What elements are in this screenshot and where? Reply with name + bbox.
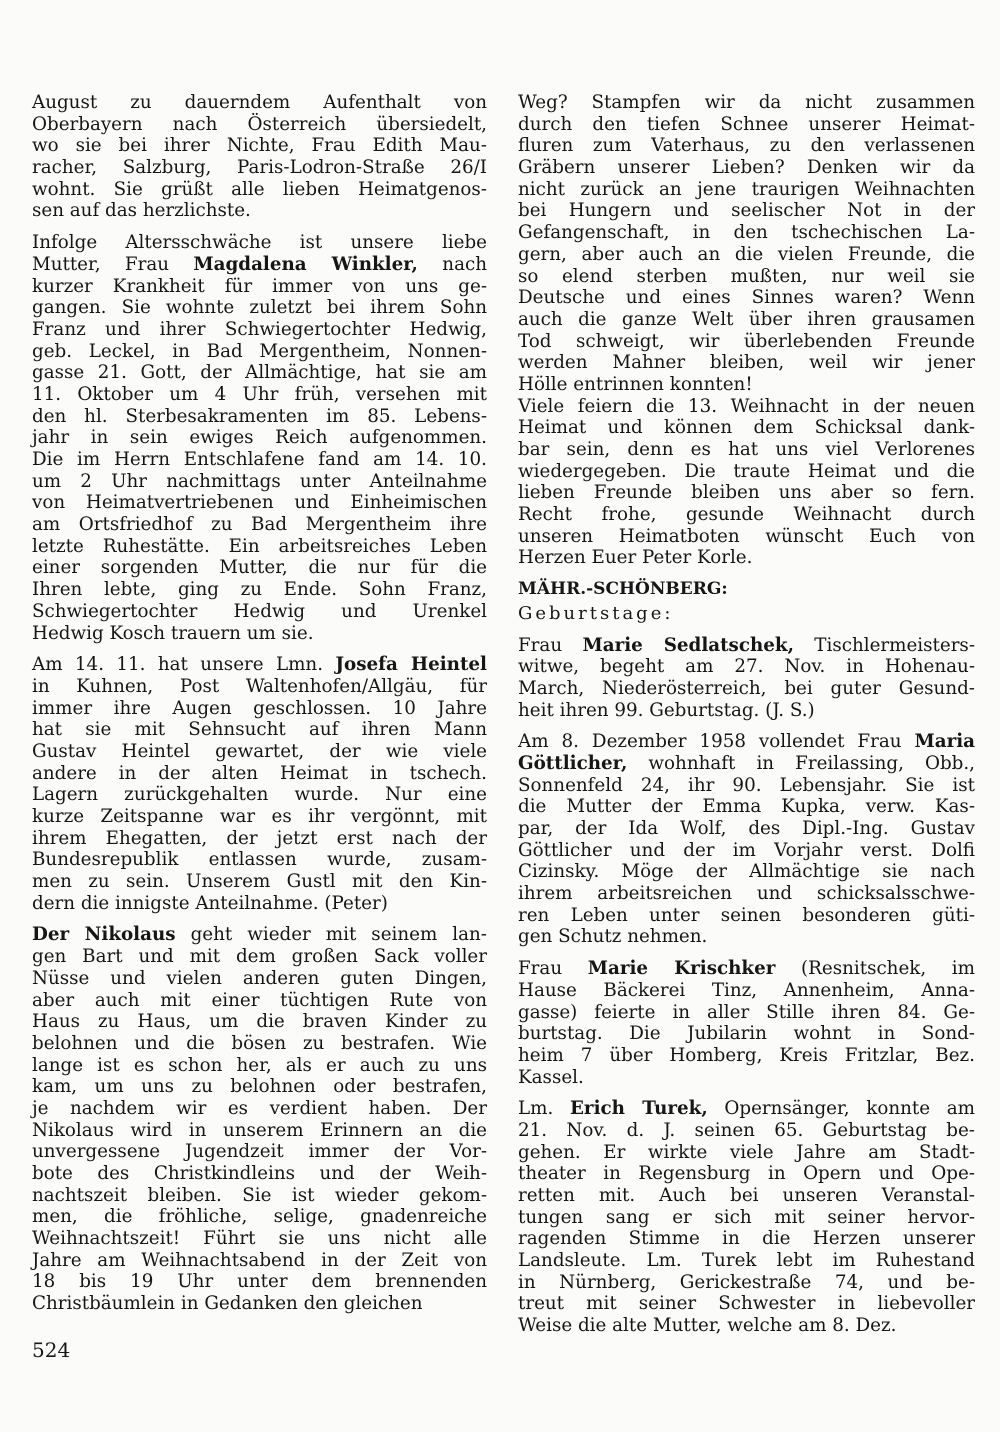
text-line — [32, 200, 487, 222]
text-line — [518, 1272, 975, 1294]
text-line — [32, 557, 487, 579]
text-line — [518, 1142, 975, 1164]
text-segment: Lagern zurückgehalten wurde. Nur eine — [32, 784, 487, 806]
text-line — [518, 331, 975, 353]
text-segment: Cizinsky. Möge der Allmächtige sie nach — [518, 861, 975, 883]
text-segment: heim 7 über Homberg, Kreis Fritzlar, Bez. — [518, 1044, 975, 1066]
text-line — [518, 753, 975, 775]
text-line — [32, 623, 487, 645]
text-line — [32, 341, 487, 363]
text-segment: in Kuhnen, Post Waltenhofen/Allgäu, für — [32, 675, 487, 697]
text-line — [518, 222, 975, 244]
text-line — [32, 946, 487, 968]
text-line — [518, 439, 975, 461]
text-line — [32, 1293, 487, 1315]
text-line — [32, 492, 487, 514]
text-line — [518, 958, 975, 980]
paragraph — [518, 396, 975, 570]
text-segment: Gefangenschaft, in den tschechischen La- — [518, 222, 975, 244]
paragraph — [518, 635, 975, 722]
text-line — [32, 1033, 487, 1055]
text-segment: andere in der alten Heimat in tschech. — [32, 762, 487, 784]
paragraph — [32, 924, 487, 1314]
text-segment: bote des Christkindleins und der Weih- — [32, 1163, 487, 1184]
text-line — [32, 579, 487, 601]
text-line — [518, 905, 975, 927]
text-segment: Schwiegertochter Hedwig und Urenkel — [32, 600, 487, 622]
text-line — [518, 526, 975, 548]
text-segment: Franz und ihrer Schwiegertochter Hedwig, — [32, 318, 487, 340]
section-heading: MÄHR.-SCHÖNBERG: — [518, 579, 728, 600]
paragraph — [32, 654, 487, 914]
text-line — [32, 471, 487, 493]
text-line — [32, 1250, 487, 1272]
text-line — [518, 92, 975, 114]
text-line — [518, 731, 975, 753]
text-segment: Gustav Heintel gewartet, der wie viele — [32, 740, 487, 762]
text-line — [32, 1141, 487, 1163]
text-line — [32, 254, 487, 276]
text-segment: Infolge Altersschwäche ist unsere liebe — [32, 232, 487, 254]
text-line — [32, 406, 487, 428]
paragraph — [518, 1098, 975, 1337]
text-line — [518, 417, 975, 439]
text-segment: Oberbayern nach Österreich übersiedelt, — [32, 113, 487, 135]
text-line — [32, 763, 487, 785]
text-line — [518, 179, 975, 201]
text-segment: men, die fröhliche, selige, gnadenreiche — [32, 1206, 487, 1228]
text-line — [518, 287, 975, 309]
text-segment: 21. Nov. d. J. seinen 65. Geburtstag be- — [518, 1119, 975, 1141]
text-line — [518, 840, 975, 862]
text-line — [32, 1206, 487, 1228]
text-segment: den hl. Sterbesakramenten im 85. Lebens- — [32, 405, 487, 427]
text-line — [32, 741, 487, 763]
bold-name: Göttlicher, — [518, 752, 628, 774]
text-line — [518, 1098, 975, 1120]
text-line — [32, 698, 487, 720]
text-segment: ren Leben unter seinen besonderen güti- — [518, 904, 975, 926]
text-line — [518, 1163, 975, 1185]
text-line — [32, 1271, 487, 1293]
bold-name: Marie Krischker — [587, 958, 776, 980]
text-segment: wohnhaft in Freilassing, Obb., — [627, 752, 975, 774]
text-segment: Nikolaus wird in unserem Erinnern an die — [32, 1119, 487, 1141]
text-segment: gern, aber auch an die vielen Freunde, die — [518, 243, 975, 265]
text-line — [518, 678, 975, 700]
paragraph — [32, 92, 487, 222]
text-line — [518, 1228, 975, 1250]
text-segment: am Ortsfriedhof zu Bad Mergentheim ihre — [32, 514, 487, 536]
text-segment: wohnt. Sie grüßt alle lieben Heimatgenos- — [32, 178, 487, 200]
text-segment: aber auch mit einer tüchtigen Rute von — [32, 989, 487, 1011]
bold-name: Josefa Heintel — [335, 654, 487, 676]
text-line — [518, 1207, 975, 1229]
text-line — [32, 114, 487, 136]
text-line — [32, 676, 487, 698]
text-line — [32, 601, 487, 623]
text-segment: 18 bis 19 Uhr unter dem brennenden — [32, 1271, 487, 1293]
text-line — [518, 244, 975, 266]
text-segment: Am 8. Dezember 1958 vollendet Frau — [518, 731, 915, 753]
text-segment: wiedergegeben. Die traute Heimat und die — [518, 460, 975, 482]
text-segment: Heimat und können dem Schicksal dank- — [518, 417, 975, 439]
text-line — [518, 266, 975, 288]
text-segment: wo sie bei ihrer Nichte, Frau Edith Mau- — [32, 135, 487, 157]
text-line — [32, 157, 487, 179]
text-line — [518, 135, 975, 157]
text-line — [518, 883, 975, 905]
text-segment: ragenden Stimme in die Herzen unserer — [518, 1228, 975, 1250]
text-line — [518, 1250, 975, 1272]
text-segment: Weg? Stampfen wir da nicht zusammen — [518, 92, 975, 113]
text-segment: Frau — [518, 958, 588, 980]
text-line — [32, 968, 487, 990]
text-line — [32, 806, 487, 828]
text-segment: bar sein, denn es hat uns viel Verlorenes — [518, 439, 975, 460]
text-segment: jahr in sein ewiges Reich aufgenommen. — [32, 427, 487, 449]
text-segment: geb. Leckel, in Bad Mergentheim, Nonnen- — [32, 340, 487, 362]
text-segment: letzte Ruhestätte. Ein arbeitsreiches Leben — [32, 535, 487, 557]
text-line — [32, 1011, 487, 1033]
text-segment: Lm. — [518, 1098, 570, 1120]
text-segment: Haus zu Haus, um die braven Kinder zu — [32, 1011, 487, 1033]
text-line — [32, 849, 487, 871]
paragraph — [32, 232, 487, 644]
text-line — [32, 514, 487, 536]
text-line — [32, 784, 487, 806]
text-line — [32, 719, 487, 741]
text-line — [518, 482, 975, 504]
text-line — [518, 796, 975, 818]
text-segment: unseren Heimatboten wünscht Euch von — [518, 525, 975, 547]
text-line — [518, 352, 975, 374]
text-line — [518, 818, 975, 840]
text-segment: Opernsänger, konnte am — [707, 1098, 975, 1120]
text-segment: gen Bart und mit dem großen Sack voller — [32, 946, 487, 968]
text-line — [518, 114, 975, 136]
text-line — [32, 1163, 487, 1185]
text-segment: von Heimatvertriebenen und Einheimischen — [32, 492, 487, 514]
text-line — [518, 656, 975, 678]
text-line — [32, 1076, 487, 1098]
text-line — [518, 861, 975, 883]
right-column — [518, 92, 975, 1347]
text-line — [32, 654, 487, 676]
text-segment: Am 14. 11. hat unsere Lmn. — [32, 654, 336, 676]
text-segment: gangen. Sie wohnte zuletzt bei ihrem Sohn — [32, 297, 487, 319]
bold-name: Der Nikolaus — [32, 924, 176, 946]
text-line — [32, 924, 487, 946]
text-segment: Göttlicher und der im Vorjahr verst. Dolfi — [518, 839, 975, 861]
text-segment: March, Niederösterreich, bei guter Gesund- — [518, 677, 975, 699]
text-line — [32, 362, 487, 384]
text-line — [32, 828, 487, 850]
text-segment: ihrem arbeitsreichen und schicksalsschwe- — [518, 883, 975, 905]
text-line — [32, 297, 487, 319]
text-segment: so elend sterben mußten, nur weil sie — [518, 265, 975, 287]
text-segment: Hause Bäckerei Tinz, Annenheim, Anna- — [518, 979, 975, 1001]
text-segment: (Resnitschek, im — [775, 958, 975, 980]
text-segment: burtstag. Die Jubilarin wohnt in Sond- — [518, 1023, 975, 1045]
text-segment: theater in Regensburg in Opern und Ope- — [518, 1163, 975, 1185]
text-segment: Mutter, Frau — [32, 253, 194, 275]
text-line — [32, 1055, 487, 1077]
text-segment: Viele feiern die 13. Weihnacht in der neuen — [518, 395, 975, 417]
text-segment: werden Mahner bleiben, weil wir jener — [518, 352, 975, 374]
text-segment: treut mit seiner Schwester in liebevoller — [518, 1293, 975, 1315]
text-segment: racher, Salzburg, Paris-Lodron-Straße 26/I — [32, 157, 487, 179]
text-line — [518, 374, 975, 396]
text-segment: gasse 21. Gott, der Allmächtige, hat sie am — [32, 362, 487, 384]
paragraph — [518, 958, 975, 1088]
text-line — [518, 635, 975, 657]
page-number: 524 — [32, 1338, 71, 1362]
text-segment: Landsleute. Lm. Turek lebt im Ruhestand — [518, 1250, 975, 1272]
text-segment: gehen. Er wirkte viele Jahre am Stadt- — [518, 1141, 975, 1163]
left-column — [32, 92, 487, 1325]
text-segment: durch den tiefen Schnee unserer Heimat- — [518, 113, 975, 135]
bold-name: Maria — [914, 731, 975, 753]
text-segment: dern die innigste Anteilnahme. (Peter) — [32, 892, 388, 914]
text-segment: um 2 Uhr nachmittags unter Anteilnahme — [32, 470, 487, 492]
text-line — [32, 1120, 487, 1142]
text-line — [518, 775, 975, 797]
text-line — [32, 276, 487, 298]
text-segment: Jahre am Weihnachtsabend in der Zeit von — [32, 1249, 487, 1271]
text-segment: einer sorgenden Mutter, die nur für die — [32, 557, 487, 579]
text-line — [32, 427, 487, 449]
paragraph — [518, 92, 975, 396]
text-segment: Kassel. — [518, 1066, 584, 1088]
text-segment: Recht frohe, gesunde Weihnacht durch — [518, 504, 975, 526]
text-segment: Die im Herrn Entschlafene fand am 14. 10. — [32, 449, 487, 470]
text-segment: gasse) feierte in aller Stille ihren 84. Ge- — [518, 1001, 975, 1023]
text-line — [32, 232, 487, 254]
text-segment: immer ihre Augen geschlossen. 10 Jahre — [32, 697, 487, 719]
text-line — [518, 1185, 975, 1207]
text-line — [32, 990, 487, 1012]
text-segment: Hölle entrinnen konnten! — [518, 373, 753, 395]
text-line — [518, 980, 975, 1002]
text-segment: heit ihren 99. Geburtstag. (J. S.) — [518, 699, 815, 721]
text-line — [32, 135, 487, 157]
text-segment: Nüsse und vielen anderen guten Dingen, — [32, 967, 487, 989]
text-segment: hat sie mit Sehnsucht auf ihren Mann — [32, 719, 487, 741]
text-segment: Sonnenfeld 24, ihr 90. Lebensjahr. Sie ist — [518, 774, 975, 796]
text-line — [518, 200, 975, 222]
text-segment: Gräbern unserer Lieben? Denken wir da — [518, 157, 975, 179]
text-segment: nicht zurück an jene traurigen Weihnachten — [518, 178, 975, 200]
text-line — [518, 700, 975, 722]
text-line — [518, 1293, 975, 1315]
text-line — [32, 319, 487, 341]
bold-name: Marie Sedlatschek, — [582, 634, 794, 656]
text-segment: August zu dauerndem Aufenthalt von — [32, 92, 487, 113]
text-line — [32, 1228, 487, 1250]
text-segment: nachtszeit bleiben. Sie ist wieder gekom- — [32, 1184, 487, 1206]
text-segment: geht wieder mit seinem lan- — [175, 924, 487, 946]
text-segment: Frau — [518, 634, 583, 656]
text-line — [518, 1023, 975, 1045]
text-segment: Tod schweigt, wir überlebenden Freunde — [518, 330, 975, 352]
text-segment: bei Hungern und seelischer Not in der — [518, 200, 975, 222]
text-segment: kurze Zeitspanne war es ihr vergönnt, mit — [32, 806, 487, 827]
bold-name: Erich Turek, — [570, 1098, 708, 1120]
text-line — [518, 396, 975, 418]
text-segment: Deutsche und eines Sinnes waren? Wenn — [518, 287, 975, 309]
text-segment: in Nürnberg, Gerickestraße 74, und be- — [518, 1271, 975, 1293]
text-line — [32, 449, 487, 471]
text-segment: men zu sein. Unserem Gustl mit den Kin- — [32, 871, 487, 893]
text-segment: kam, um uns zu belohnen oder bestrafen, — [32, 1076, 487, 1098]
text-segment: Tischlermeisters- — [793, 634, 975, 656]
text-line — [518, 157, 975, 179]
text-line — [518, 309, 975, 331]
text-segment: lange ist es schon her, als er auch zu uns — [32, 1054, 487, 1076]
text-line — [518, 1045, 975, 1067]
text-line — [518, 1120, 975, 1142]
text-segment: retten mit. Auch bei unseren Veranstal- — [518, 1185, 975, 1206]
text-segment: auch die ganze Welt über ihren grausamen — [518, 308, 975, 330]
bold-name: Magdalena Winkler, — [193, 253, 418, 275]
text-segment: witwe, begeht am 27. Nov. in Hohenau- — [518, 656, 975, 678]
text-line — [518, 461, 975, 483]
text-line — [32, 179, 487, 201]
text-segment: Weise die alte Mutter, welche am 8. Dez. — [518, 1315, 897, 1337]
text-line — [32, 1098, 487, 1120]
text-segment: unvergessene Jugendzeit immer der Vor- — [32, 1141, 487, 1163]
text-line — [518, 1067, 975, 1089]
text-segment: sen auf das herzlichste. — [32, 200, 251, 222]
text-segment: 11. Oktober um 4 Uhr früh, versehen mit — [32, 383, 487, 405]
section-subheading: Geburtstage: — [518, 602, 674, 624]
text-segment: Herzen Euer Peter Korle. — [518, 547, 753, 569]
text-segment: belohnen und die bösen zu bestrafen. Wie — [32, 1032, 487, 1054]
text-segment: Christbäumlein in Gedanken den gleichen — [32, 1293, 423, 1315]
text-segment: Weihnachtszeit! Führt sie uns nicht alle — [32, 1228, 487, 1250]
text-segment: lieben Freunde bleiben uns aber so fern. — [518, 482, 975, 504]
text-segment: Hedwig Kosch trauern um sie. — [32, 622, 314, 644]
paragraph — [518, 731, 975, 948]
text-segment: je nachdem wir es verdient haben. Der — [32, 1097, 487, 1119]
text-line — [518, 926, 975, 948]
text-line — [518, 504, 975, 526]
text-line — [32, 893, 487, 915]
text-line — [32, 536, 487, 558]
text-segment: nach — [417, 253, 487, 275]
text-segment: gen Schutz nehmen. — [518, 926, 708, 948]
text-segment: tungen sang er sich mit seiner hervor- — [518, 1206, 975, 1228]
text-segment: ihrem Ehegatten, der jetzt erst nach der — [32, 827, 487, 849]
text-segment: fluren zum Vaterhaus, zu den verlassenen — [518, 135, 975, 157]
text-line — [32, 1185, 487, 1207]
text-segment: Ihren lebte, ging zu Ende. Sohn Franz, — [32, 579, 487, 601]
text-line — [518, 1002, 975, 1024]
text-line — [32, 871, 487, 893]
text-line — [518, 547, 975, 569]
text-line — [32, 92, 487, 114]
text-segment: kurzer Krankheit für immer von uns ge- — [32, 275, 487, 297]
text-segment: die Mutter der Emma Kupka, verw. Kas- — [518, 796, 975, 818]
text-segment: par, der Ida Wolf, des Dipl.-Ing. Gustav — [518, 818, 975, 839]
text-line — [32, 384, 487, 406]
text-line — [518, 1315, 975, 1337]
text-segment: Bundesrepublik entlassen wurde, zusam- — [32, 849, 487, 871]
